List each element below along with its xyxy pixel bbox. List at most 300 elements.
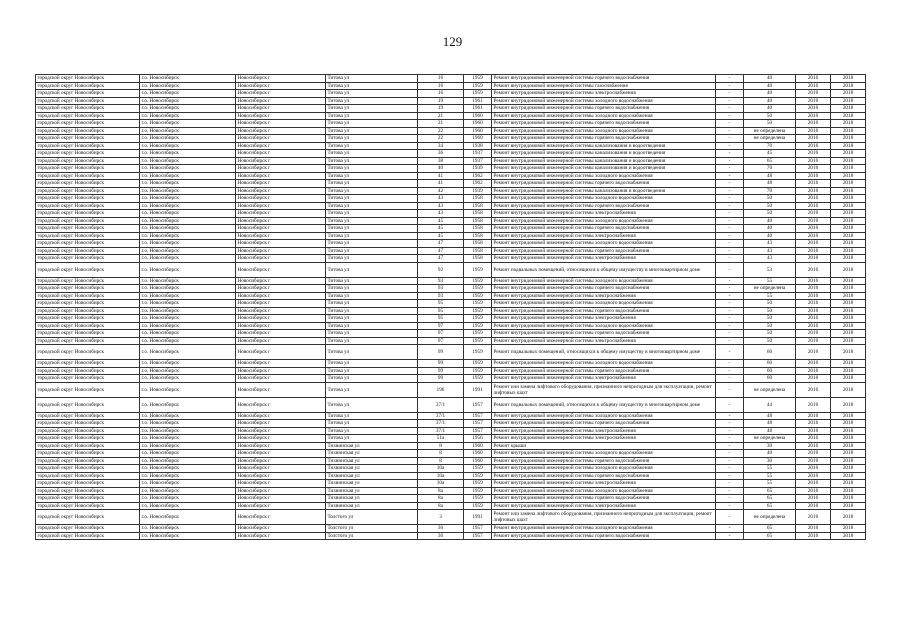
dash-cell: - bbox=[716, 487, 744, 495]
build-year-cell: 1960 bbox=[464, 442, 492, 450]
municipality-cell: г.о. Новосибирск bbox=[140, 300, 236, 308]
work-type-cell: Ремонт внутридомовой инженерной системы холодного водоснабжения bbox=[492, 360, 716, 368]
table-row bbox=[36, 247, 866, 255]
table-row bbox=[36, 240, 866, 248]
table-row bbox=[36, 202, 866, 210]
work-type-cell: Ремонт внутридомовой инженерной системы горячего водоснабжения bbox=[492, 105, 716, 113]
page-number: 129 bbox=[442, 34, 463, 49]
municipal-district-cell: городской округ Новосибирск bbox=[36, 322, 140, 330]
dash-cell: - bbox=[716, 135, 744, 143]
build-year-cell: 1959 bbox=[464, 330, 492, 338]
house-number-cell: 43 bbox=[418, 202, 464, 210]
work-type-cell: Ремонт внутридомовой инженерной системы горячего водоснабжения bbox=[492, 472, 716, 480]
municipal-district-cell: городской округ Новосибирск bbox=[36, 502, 140, 510]
start-year-cell: 2016 bbox=[796, 442, 831, 450]
capital-repair-table bbox=[35, 74, 866, 540]
dash-cell: - bbox=[716, 472, 744, 480]
table-row bbox=[36, 427, 866, 435]
start-year-cell: 2016 bbox=[796, 127, 831, 135]
table-row bbox=[36, 435, 866, 443]
settlement-cell: Новосибирск г bbox=[236, 502, 326, 510]
house-number-cell: 36 bbox=[418, 525, 464, 533]
street-cell: Титова ул bbox=[326, 307, 418, 315]
start-year-cell: 2016 bbox=[796, 75, 831, 83]
start-year-cell: 2016 bbox=[796, 97, 831, 105]
municipal-district-cell: городской округ Новосибирск bbox=[36, 360, 140, 368]
table-row bbox=[36, 232, 866, 240]
work-type-cell: Ремонт внутридомовой инженерной системы холодного водоснабжения bbox=[492, 450, 716, 458]
build-year-cell: 1959 bbox=[464, 360, 492, 368]
dash-cell: - bbox=[716, 120, 744, 128]
house-number-cell: 8а bbox=[418, 502, 464, 510]
cost-cell: не определена bbox=[744, 435, 796, 443]
dash-cell: - bbox=[716, 412, 744, 420]
end-year-cell: 2018 bbox=[831, 442, 866, 450]
work-type-cell: Ремонт внутридомовой инженерной системы горячего водоснабжения bbox=[492, 247, 716, 255]
municipal-district-cell: городской округ Новосибирск bbox=[36, 172, 140, 180]
settlement-cell: Новосибирск г bbox=[236, 285, 326, 293]
settlement-cell: Новосибирск г bbox=[236, 90, 326, 98]
work-type-cell: Ремонт внутридомовой инженерной системы холодного водоснабжения bbox=[492, 322, 716, 330]
house-number-cell: 45 bbox=[418, 217, 464, 225]
work-type-cell: Ремонт подвальных помещений, относящихся к общему имуществу в многоквартирном доме bbox=[492, 345, 716, 360]
street-cell: Тихвинская ул bbox=[326, 472, 418, 480]
build-year-cell: 1957 bbox=[464, 397, 492, 412]
municipal-district-cell: городской округ Новосибирск bbox=[36, 142, 140, 150]
build-year-cell: 1991 bbox=[464, 510, 492, 525]
street-cell: Титова ул bbox=[326, 240, 418, 248]
municipal-district-cell: городской округ Новосибирск bbox=[36, 285, 140, 293]
street-cell: Тихвинская ул bbox=[326, 465, 418, 473]
house-number-cell: 93 bbox=[418, 292, 464, 300]
dash-cell: - bbox=[716, 82, 744, 90]
house-number-cell: 45 bbox=[418, 225, 464, 233]
table-row bbox=[36, 285, 866, 293]
build-year-cell: 1958 bbox=[464, 255, 492, 263]
house-number-cell: 43 bbox=[418, 210, 464, 218]
house-number-cell: 47 bbox=[418, 247, 464, 255]
house-number-cell: 196 bbox=[418, 382, 464, 397]
municipal-district-cell: городской округ Новосибирск bbox=[36, 532, 140, 540]
start-year-cell: 2016 bbox=[796, 210, 831, 218]
house-number-cell: 8а bbox=[418, 495, 464, 503]
house-number-cell: 97 bbox=[418, 322, 464, 330]
build-year-cell: 1959 bbox=[464, 465, 492, 473]
street-cell: Титова ул bbox=[326, 285, 418, 293]
house-number-cell: 43 bbox=[418, 195, 464, 203]
start-year-cell: 2016 bbox=[796, 420, 831, 428]
municipal-district-cell: городской округ Новосибирск bbox=[36, 90, 140, 98]
municipal-district-cell: городской округ Новосибирск bbox=[36, 232, 140, 240]
work-type-cell: Ремонт внутридомовой инженерной системы электроснабжения bbox=[492, 427, 716, 435]
work-type-cell: Ремонт внутридомовой инженерной системы холодного водоснабжения bbox=[492, 525, 716, 533]
cost-cell: 65 bbox=[744, 495, 796, 503]
municipality-cell: г.о. Новосибирск bbox=[140, 105, 236, 113]
municipality-cell: г.о. Новосибирск bbox=[140, 442, 236, 450]
build-year-cell: 1960 bbox=[464, 120, 492, 128]
end-year-cell: 2018 bbox=[831, 292, 866, 300]
dash-cell: - bbox=[716, 232, 744, 240]
house-number-cell: 8 bbox=[418, 450, 464, 458]
start-year-cell: 2016 bbox=[796, 457, 831, 465]
municipal-district-cell: городской округ Новосибирск bbox=[36, 202, 140, 210]
end-year-cell: 2018 bbox=[831, 457, 866, 465]
street-cell: Тихвинская ул bbox=[326, 502, 418, 510]
cost-cell: 70 bbox=[744, 165, 796, 173]
work-type-cell: Ремонт внутридомовой инженерной системы холодного водоснабжения bbox=[492, 172, 716, 180]
cost-cell: 48 bbox=[744, 412, 796, 420]
house-number-cell: 99 bbox=[418, 345, 464, 360]
street-cell: Титова ул bbox=[326, 367, 418, 375]
cost-cell: 60 bbox=[744, 367, 796, 375]
table-row bbox=[36, 442, 866, 450]
house-number-cell: 36 bbox=[418, 532, 464, 540]
municipality-cell: г.о. Новосибирск bbox=[140, 217, 236, 225]
start-year-cell: 2016 bbox=[796, 360, 831, 368]
municipality-cell: г.о. Новосибирск bbox=[140, 135, 236, 143]
end-year-cell: 2018 bbox=[831, 337, 866, 345]
dash-cell: - bbox=[716, 442, 744, 450]
house-number-cell: 47 bbox=[418, 240, 464, 248]
build-year-cell: 1938 bbox=[464, 142, 492, 150]
cost-cell: 53 bbox=[744, 262, 796, 277]
table-row bbox=[36, 150, 866, 158]
end-year-cell: 2018 bbox=[831, 397, 866, 412]
dash-cell: - bbox=[716, 450, 744, 458]
municipality-cell: г.о. Новосибирск bbox=[140, 150, 236, 158]
build-year-cell: 1960 bbox=[464, 450, 492, 458]
settlement-cell: Новосибирск г bbox=[236, 202, 326, 210]
municipality-cell: г.о. Новосибирск bbox=[140, 337, 236, 345]
settlement-cell: Новосибирск г bbox=[236, 292, 326, 300]
house-number-cell: 22 bbox=[418, 127, 464, 135]
work-type-cell: Ремонт внутридомовой инженерной системы холодного водоснабжения bbox=[492, 465, 716, 473]
settlement-cell: Новосибирск г bbox=[236, 277, 326, 285]
start-year-cell: 2016 bbox=[796, 300, 831, 308]
work-type-cell: Ремонт внутридомовой инженерной системы горячего водоснабжения bbox=[492, 457, 716, 465]
municipal-district-cell: городской округ Новосибирск bbox=[36, 382, 140, 397]
build-year-cell: 1958 bbox=[464, 240, 492, 248]
build-year-cell: 1959 bbox=[464, 277, 492, 285]
street-cell: Титова ул bbox=[326, 180, 418, 188]
start-year-cell: 2016 bbox=[796, 322, 831, 330]
end-year-cell: 2018 bbox=[831, 225, 866, 233]
cost-cell: 30 bbox=[744, 457, 796, 465]
house-number-cell: 34 bbox=[418, 142, 464, 150]
house-number-cell: 16 bbox=[418, 82, 464, 90]
end-year-cell: 2018 bbox=[831, 150, 866, 158]
work-type-cell: Ремонт внутридомовой инженерной системы горячего водоснабжения bbox=[492, 532, 716, 540]
municipality-cell: г.о. Новосибирск bbox=[140, 525, 236, 533]
municipality-cell: г.о. Новосибирск bbox=[140, 487, 236, 495]
dash-cell: - bbox=[716, 525, 744, 533]
house-number-cell: 22 bbox=[418, 135, 464, 143]
dash-cell: - bbox=[716, 262, 744, 277]
build-year-cell: 1959 bbox=[464, 285, 492, 293]
settlement-cell: Новосибирск г bbox=[236, 135, 326, 143]
table-row bbox=[36, 172, 866, 180]
cost-cell: 70 bbox=[744, 142, 796, 150]
street-cell: Титова ул bbox=[326, 127, 418, 135]
municipality-cell: г.о. Новосибирск bbox=[140, 345, 236, 360]
work-type-cell: Ремонт внутридомовой инженерной системы холодного водоснабжения bbox=[492, 300, 716, 308]
municipality-cell: г.о. Новосибирск bbox=[140, 375, 236, 383]
start-year-cell: 2016 bbox=[796, 247, 831, 255]
municipality-cell: г.о. Новосибирск bbox=[140, 277, 236, 285]
municipal-district-cell: городской округ Новосибирск bbox=[36, 157, 140, 165]
street-cell: Титова ул bbox=[326, 202, 418, 210]
house-number-cell: 95 bbox=[418, 300, 464, 308]
municipal-district-cell: городской округ Новосибирск bbox=[36, 217, 140, 225]
municipality-cell: г.о. Новосибирск bbox=[140, 165, 236, 173]
house-number-cell: 19 bbox=[418, 105, 464, 113]
work-type-cell: Ремонт внутридомовой инженерной системы электроснабжения bbox=[492, 210, 716, 218]
dash-cell: - bbox=[716, 502, 744, 510]
end-year-cell: 2018 bbox=[831, 202, 866, 210]
table-row bbox=[36, 217, 866, 225]
cost-cell: 55 bbox=[744, 277, 796, 285]
cost-cell: 43 bbox=[744, 255, 796, 263]
street-cell: Титова ул bbox=[326, 322, 418, 330]
street-cell: Титова ул bbox=[326, 427, 418, 435]
end-year-cell: 2018 bbox=[831, 532, 866, 540]
settlement-cell: Новосибирск г bbox=[236, 172, 326, 180]
municipal-district-cell: городской округ Новосибирск bbox=[36, 510, 140, 525]
municipal-district-cell: городской округ Новосибирск bbox=[36, 97, 140, 105]
end-year-cell: 2018 bbox=[831, 210, 866, 218]
end-year-cell: 2018 bbox=[831, 187, 866, 195]
end-year-cell: 2018 bbox=[831, 525, 866, 533]
end-year-cell: 2018 bbox=[831, 427, 866, 435]
house-number-cell: 38 bbox=[418, 157, 464, 165]
municipality-cell: г.о. Новосибирск bbox=[140, 240, 236, 248]
end-year-cell: 2018 bbox=[831, 480, 866, 488]
table-row bbox=[36, 105, 866, 113]
municipal-district-cell: городской округ Новосибирск bbox=[36, 457, 140, 465]
table-row bbox=[36, 457, 866, 465]
municipal-district-cell: городской округ Новосибирск bbox=[36, 345, 140, 360]
work-type-cell: Ремонт подвальных помещений, относящихся к общему имуществу в многоквартирном доме bbox=[492, 397, 716, 412]
work-type-cell: Ремонт внутридомовой инженерной системы горячего водоснабжения bbox=[492, 135, 716, 143]
work-type-cell: Ремонт внутридомовой инженерной системы горячего водоснабжения bbox=[492, 180, 716, 188]
table-row bbox=[36, 450, 866, 458]
build-year-cell: 1962 bbox=[464, 180, 492, 188]
start-year-cell: 2016 bbox=[796, 180, 831, 188]
municipal-district-cell: городской округ Новосибирск bbox=[36, 472, 140, 480]
house-number-cell: 10а bbox=[418, 465, 464, 473]
municipality-cell: г.о. Новосибирск bbox=[140, 120, 236, 128]
municipal-district-cell: городской округ Новосибирск bbox=[36, 82, 140, 90]
end-year-cell: 2018 bbox=[831, 90, 866, 98]
municipality-cell: г.о. Новосибирск bbox=[140, 247, 236, 255]
house-number-cell: 45 bbox=[418, 232, 464, 240]
end-year-cell: 2018 bbox=[831, 217, 866, 225]
start-year-cell: 2016 bbox=[796, 90, 831, 98]
settlement-cell: Новосибирск г bbox=[236, 225, 326, 233]
cost-cell: 70 bbox=[744, 187, 796, 195]
start-year-cell: 2016 bbox=[796, 382, 831, 397]
municipal-district-cell: городской округ Новосибирск bbox=[36, 315, 140, 323]
dash-cell: - bbox=[716, 150, 744, 158]
municipality-cell: г.о. Новосибирск bbox=[140, 307, 236, 315]
house-number-cell: 42 bbox=[418, 187, 464, 195]
dash-cell: - bbox=[716, 315, 744, 323]
work-type-cell: Ремонт внутридомовой инженерной системы горячего водоснабжения bbox=[492, 75, 716, 83]
municipal-district-cell: городской округ Новосибирск bbox=[36, 450, 140, 458]
start-year-cell: 2016 bbox=[796, 307, 831, 315]
end-year-cell: 2018 bbox=[831, 172, 866, 180]
dash-cell: - bbox=[716, 112, 744, 120]
start-year-cell: 2016 bbox=[796, 510, 831, 525]
municipal-district-cell: городской округ Новосибирск bbox=[36, 487, 140, 495]
municipality-cell: г.о. Новосибирск bbox=[140, 262, 236, 277]
work-type-cell: Ремонт внутридомовой инженерной системы горячего водоснабжения bbox=[492, 202, 716, 210]
cost-cell: 50 bbox=[744, 315, 796, 323]
table-row bbox=[36, 412, 866, 420]
table-row bbox=[36, 322, 866, 330]
build-year-cell: 1959 bbox=[464, 345, 492, 360]
street-cell: Титова ул bbox=[326, 345, 418, 360]
house-number-cell: 37/1 bbox=[418, 427, 464, 435]
end-year-cell: 2018 bbox=[831, 157, 866, 165]
settlement-cell: Новосибирск г bbox=[236, 255, 326, 263]
cost-cell: 50 bbox=[744, 120, 796, 128]
street-cell: Титова ул bbox=[326, 195, 418, 203]
street-cell: Титова ул bbox=[326, 435, 418, 443]
street-cell: Тихвинская ул bbox=[326, 495, 418, 503]
municipality-cell: г.о. Новосибирск bbox=[140, 412, 236, 420]
municipality-cell: г.о. Новосибирск bbox=[140, 195, 236, 203]
work-type-cell: Ремонт внутридомовой инженерной системы холодного водоснабжения bbox=[492, 277, 716, 285]
table-row bbox=[36, 225, 866, 233]
build-year-cell: 1959 bbox=[464, 300, 492, 308]
house-number-cell: 37/1 bbox=[418, 397, 464, 412]
dash-cell: - bbox=[716, 382, 744, 397]
settlement-cell: Новосибирск г bbox=[236, 465, 326, 473]
street-cell: Титова ул bbox=[326, 337, 418, 345]
end-year-cell: 2018 bbox=[831, 82, 866, 90]
end-year-cell: 2018 bbox=[831, 502, 866, 510]
street-cell: Титова ул bbox=[326, 90, 418, 98]
street-cell: Титова ул bbox=[326, 300, 418, 308]
municipality-cell: г.о. Новосибирск bbox=[140, 315, 236, 323]
table-row bbox=[36, 330, 866, 338]
settlement-cell: Новосибирск г bbox=[236, 420, 326, 428]
settlement-cell: Новосибирск г bbox=[236, 300, 326, 308]
municipality-cell: г.о. Новосибирск bbox=[140, 292, 236, 300]
street-cell: Титова ул bbox=[326, 135, 418, 143]
end-year-cell: 2018 bbox=[831, 360, 866, 368]
dash-cell: - bbox=[716, 202, 744, 210]
build-year-cell: 1960 bbox=[464, 112, 492, 120]
work-type-cell: Ремонт крыши bbox=[492, 442, 716, 450]
cost-cell: 45 bbox=[744, 150, 796, 158]
build-year-cell: 1959 bbox=[464, 375, 492, 383]
build-year-cell: 1957 bbox=[464, 427, 492, 435]
dash-cell: - bbox=[716, 292, 744, 300]
street-cell: Титова ул bbox=[326, 277, 418, 285]
settlement-cell: Новосибирск г bbox=[236, 330, 326, 338]
street-cell: Титова ул bbox=[326, 255, 418, 263]
end-year-cell: 2018 bbox=[831, 285, 866, 293]
start-year-cell: 2016 bbox=[796, 105, 831, 113]
build-year-cell: 1959 bbox=[464, 262, 492, 277]
municipal-district-cell: городской округ Новосибирск bbox=[36, 337, 140, 345]
work-type-cell: Ремонт внутридомовой инженерной системы электроснабжения bbox=[492, 90, 716, 98]
table-row bbox=[36, 525, 866, 533]
build-year-cell: 1958 bbox=[464, 247, 492, 255]
table-row bbox=[36, 420, 866, 428]
municipal-district-cell: городской округ Новосибирск bbox=[36, 495, 140, 503]
municipality-cell: г.о. Новосибирск bbox=[140, 187, 236, 195]
house-number-cell: 97 bbox=[418, 330, 464, 338]
work-type-cell: Ремонт внутридомовой инженерной системы канализования и водоотведения bbox=[492, 165, 716, 173]
settlement-cell: Новосибирск г bbox=[236, 307, 326, 315]
build-year-cell: 1958 bbox=[464, 202, 492, 210]
settlement-cell: Новосибирск г bbox=[236, 187, 326, 195]
settlement-cell: Новосибирск г bbox=[236, 480, 326, 488]
start-year-cell: 2016 bbox=[796, 315, 831, 323]
street-cell: Титова ул bbox=[326, 420, 418, 428]
start-year-cell: 2016 bbox=[796, 465, 831, 473]
build-year-cell: 1960 bbox=[464, 135, 492, 143]
build-year-cell: 1958 bbox=[464, 217, 492, 225]
table-row bbox=[36, 397, 866, 412]
build-year-cell: 1960 bbox=[464, 127, 492, 135]
settlement-cell: Новосибирск г bbox=[236, 127, 326, 135]
table-row bbox=[36, 360, 866, 368]
settlement-cell: Новосибирск г bbox=[236, 435, 326, 443]
street-cell: Титова ул bbox=[326, 315, 418, 323]
settlement-cell: Новосибирск г bbox=[236, 150, 326, 158]
end-year-cell: 2018 bbox=[831, 247, 866, 255]
end-year-cell: 2018 bbox=[831, 315, 866, 323]
end-year-cell: 2018 bbox=[831, 435, 866, 443]
cost-cell: 60 bbox=[744, 360, 796, 368]
dash-cell: - bbox=[716, 337, 744, 345]
work-type-cell: Ремонт внутридомовой инженерной системы холодного водоснабжения bbox=[492, 112, 716, 120]
house-number-cell: 37/1 bbox=[418, 420, 464, 428]
municipality-cell: г.о. Новосибирск bbox=[140, 285, 236, 293]
cost-cell: 60 bbox=[744, 345, 796, 360]
table-row bbox=[36, 97, 866, 105]
municipality-cell: г.о. Новосибирск bbox=[140, 330, 236, 338]
dash-cell: - bbox=[716, 172, 744, 180]
municipal-district-cell: городской округ Новосибирск bbox=[36, 367, 140, 375]
work-type-cell: Ремонт внутридомовой инженерной системы электроснабжения bbox=[492, 502, 716, 510]
municipality-cell: г.о. Новосибирск bbox=[140, 457, 236, 465]
settlement-cell: Новосибирск г bbox=[236, 532, 326, 540]
municipal-district-cell: городской округ Новосибирск bbox=[36, 187, 140, 195]
municipality-cell: г.о. Новосибирск bbox=[140, 255, 236, 263]
end-year-cell: 2018 bbox=[831, 240, 866, 248]
dash-cell: - bbox=[716, 157, 744, 165]
start-year-cell: 2016 bbox=[796, 225, 831, 233]
settlement-cell: Новосибирск г bbox=[236, 97, 326, 105]
dash-cell: - bbox=[716, 457, 744, 465]
dash-cell: - bbox=[716, 345, 744, 360]
start-year-cell: 2016 bbox=[796, 495, 831, 503]
municipal-district-cell: городской округ Новосибирск bbox=[36, 150, 140, 158]
municipal-district-cell: городской округ Новосибирск bbox=[36, 442, 140, 450]
municipality-cell: г.о. Новосибирск bbox=[140, 450, 236, 458]
work-type-cell: Ремонт внутридомовой инженерной системы холодного водоснабжения bbox=[492, 217, 716, 225]
cost-cell: 65 bbox=[744, 502, 796, 510]
start-year-cell: 2016 bbox=[796, 472, 831, 480]
dash-cell: - bbox=[716, 90, 744, 98]
municipality-cell: г.о. Новосибирск bbox=[140, 127, 236, 135]
build-year-cell: 1959 bbox=[464, 90, 492, 98]
